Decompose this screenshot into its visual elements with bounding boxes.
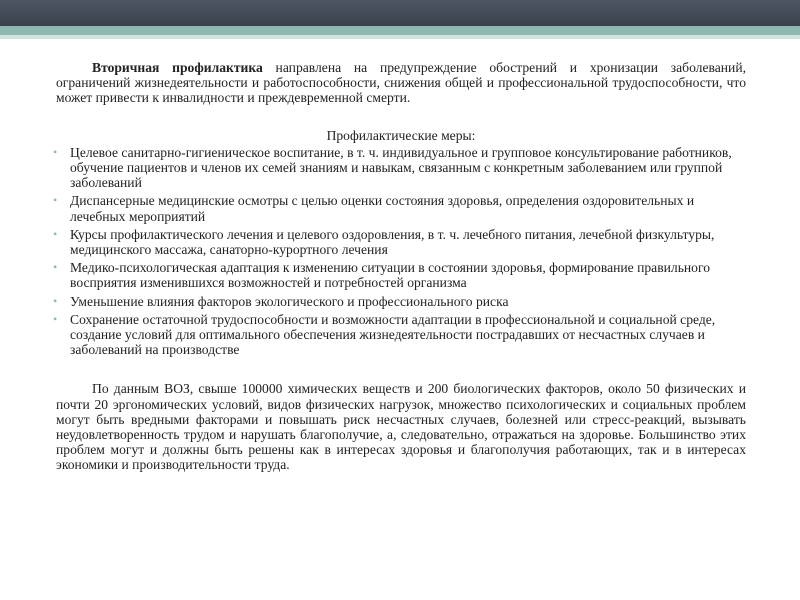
- bullet-icon: •: [53, 293, 58, 308]
- intro-paragraph: [56, 60, 746, 106]
- list-item: [53, 293, 746, 309]
- list-item-text: Диспансерные медицинские осмотры с целью оценки состояния здоровья, определения оздоровительных и лечебных мероприятий: [70, 193, 695, 224]
- intro-bold-lead: Вторичная профилактика: [92, 60, 263, 75]
- slide-content: [53, 60, 746, 473]
- slide-header-stripe: [0, 26, 800, 35]
- list-item-text: Медико-психологическая адаптация к изменению ситуации в состоянии здоровья, формирование правильного восприятия изменившихся возможностей и потребностей организма: [70, 260, 710, 291]
- intro-text: направлена на предупреждение обострений и хронизации заболеваний, ограничений жизнедеятельности и работоспособности, снижения общей и профессиональной трудоспособности, что может привести к инвалидности и преждевременной смерти.: [56, 60, 746, 106]
- list-item-text: Целевое санитарно-гигиеническое воспитание, в т. ч. индивидуальное и групповое консультирование работников, обучение пациентов и членов их семей знаниям и навыкам, связанным с конкретным заболеванием или группой заболеваний: [70, 144, 732, 191]
- measures-heading: Профилактические меры:: [326, 127, 476, 143]
- bullet-icon: •: [53, 260, 58, 275]
- list-item: [53, 193, 746, 224]
- list-item-text: Уменьшение влияния факторов экологического и профессионального риска: [70, 293, 509, 309]
- list-item: [53, 226, 746, 258]
- list-item: [53, 260, 746, 291]
- slide-header-bar: [0, 0, 800, 26]
- bullet-icon: •: [53, 144, 58, 159]
- slide-header-stripe-light: [0, 35, 800, 39]
- bullet-icon: •: [53, 226, 58, 241]
- list-item: [53, 311, 746, 358]
- list-item-text: Курсы профилактического лечения и целевого оздоровления, в т. ч. лечебного питания, лечебной физкультуры, медицинского массажа, санаторно-курортного лечения: [70, 226, 715, 258]
- list-item-text: Сохранение остаточной трудоспособности и возможности адаптации в профессиональной и социальной среде, создание условий для оптимального обеспечения жизнедеятельности пострадавших от несчастных случаев и заболеваний на производстве: [70, 311, 716, 358]
- bullet-icon: •: [53, 193, 58, 208]
- measures-list: [53, 144, 746, 358]
- bullet-icon: •: [53, 311, 58, 326]
- list-item: [53, 144, 746, 191]
- closing-paragraph: По данным ВОЗ, свыше 100000 химических веществ и 200 биологических факторов, около 50 физических и почти 20 эргономических условий, видов физических нагрузок, множество психологических и социальных проблем могут быть вредными факторами и повышать риск несчастных случаев, болезней или стресс-реакций, вызывать неудовлетворенность трудом и нарушать благополучие, а, следовательно, отражаться на здоровье. Большинство этих проблем могут и должны быть решены как в интересах здоровья и благополучия работающих, так и в интересах экономики и производительности труда.: [56, 381, 746, 473]
